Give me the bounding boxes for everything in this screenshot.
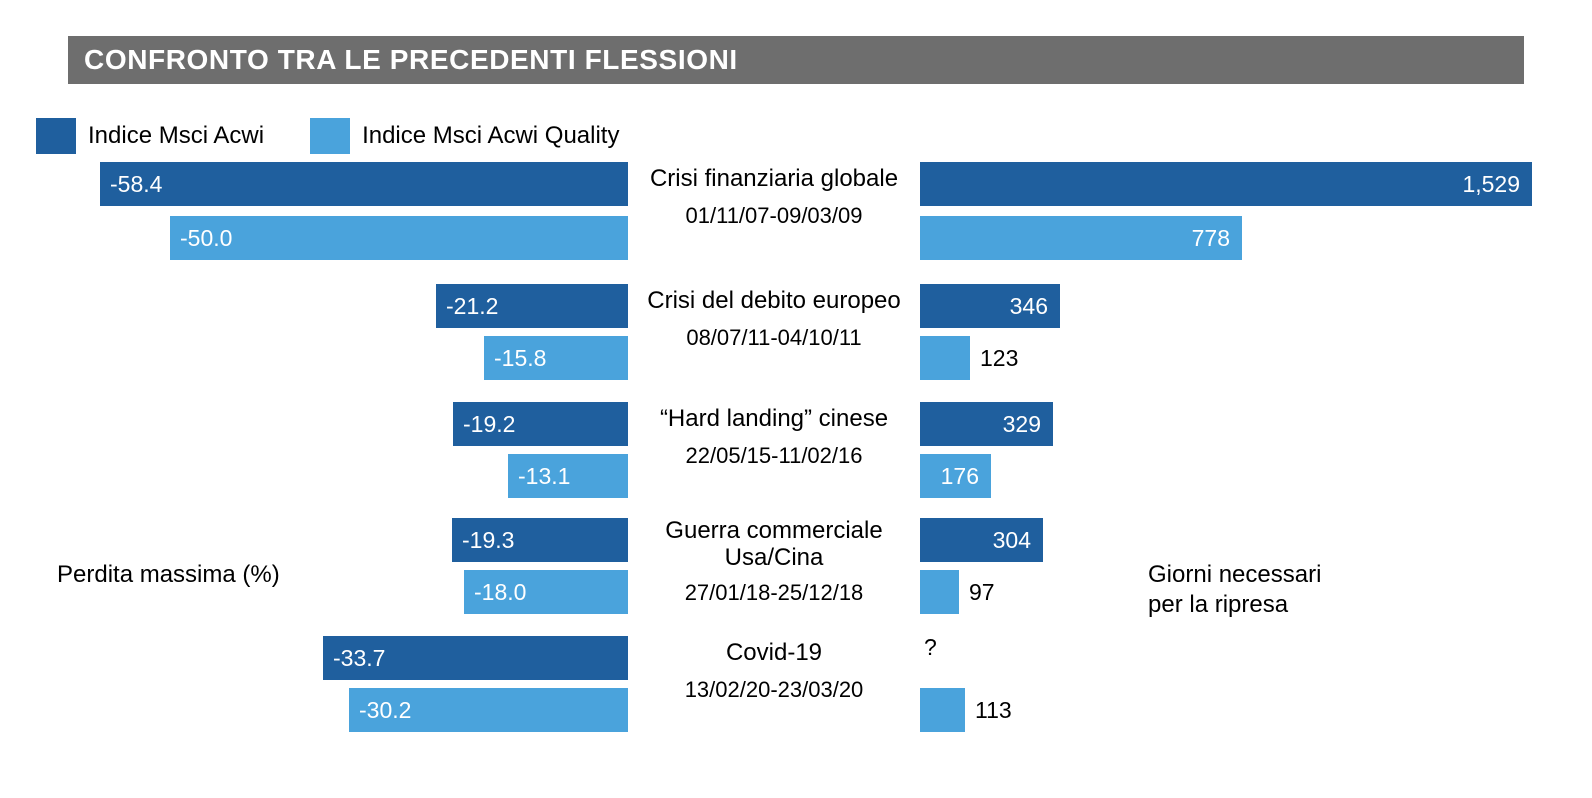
bar-loss-acwi-quality bbox=[349, 688, 628, 732]
bar-value-label: 123 bbox=[980, 344, 1019, 371]
category-name-line2: Usa/Cina bbox=[724, 543, 824, 571]
bar-value-label: 1,529 bbox=[1462, 170, 1520, 197]
category-label-block bbox=[628, 160, 920, 278]
legend-item-acwi bbox=[36, 118, 264, 154]
bar-value-label: -18.0 bbox=[474, 578, 527, 605]
category-period: 01/11/07-09/03/09 bbox=[685, 202, 863, 228]
chart-title-bar bbox=[68, 36, 1524, 84]
legend-label-acwi-quality: Indice Msci Acwi Quality bbox=[362, 122, 620, 149]
bar-value-label: -19.3 bbox=[462, 526, 515, 553]
chart-row bbox=[0, 160, 1592, 278]
bar-loss-acwi bbox=[323, 636, 628, 680]
legend-swatch-icon-acwi bbox=[36, 118, 76, 154]
recovery-panel bbox=[920, 634, 1592, 754]
bar-recovery-acwi bbox=[920, 162, 1532, 206]
bar-recovery-acwi bbox=[920, 402, 1053, 446]
category-period: 27/01/18-25/12/18 bbox=[684, 579, 864, 605]
category-name: Crisi del debito europeo bbox=[647, 287, 901, 314]
axis-caption-right-line2: per la ripresa bbox=[1148, 591, 1289, 618]
bar-value-label: -30.2 bbox=[359, 696, 412, 723]
category-period: 13/02/20-23/03/20 bbox=[684, 676, 864, 702]
bar-value-label-unknown: ? bbox=[924, 634, 937, 660]
bar-value-label: 304 bbox=[992, 526, 1031, 553]
chart-row bbox=[0, 634, 1592, 754]
bar-loss-acwi-quality bbox=[508, 454, 628, 498]
bar-value-label: 176 bbox=[940, 462, 979, 489]
bar-loss-acwi bbox=[436, 284, 628, 328]
legend-swatch-icon-acwi-quality bbox=[310, 118, 350, 154]
bar-value-label: -19.2 bbox=[463, 410, 516, 437]
axis-caption-left-text: Perdita massima (%) bbox=[57, 561, 280, 588]
bar-loss-acwi-quality bbox=[484, 336, 628, 380]
axis-caption-right-line1: Giorni necessari bbox=[1148, 561, 1322, 588]
chart-row bbox=[0, 516, 1592, 642]
bar-recovery-acwi-quality bbox=[920, 454, 991, 498]
category-label-block bbox=[628, 634, 920, 754]
loss-panel bbox=[0, 282, 628, 392]
category-period: 22/05/15-11/02/16 bbox=[685, 442, 863, 468]
page-title: CONFRONTO TRA LE PRECEDENTI FLESSIONI bbox=[84, 44, 738, 75]
bar-value-label: 329 bbox=[1002, 410, 1041, 437]
bar-recovery-acwi-quality bbox=[920, 336, 1019, 380]
bar-loss-acwi-quality bbox=[464, 570, 628, 614]
recovery-panel bbox=[920, 400, 1592, 510]
category-label-block bbox=[628, 282, 920, 392]
bar-recovery-acwi bbox=[920, 518, 1043, 562]
recovery-panel bbox=[920, 516, 1592, 642]
bar-recovery-acwi-quality bbox=[920, 570, 995, 614]
bar-value-label: -13.1 bbox=[518, 462, 571, 489]
category-label-block bbox=[628, 516, 920, 642]
bar-value-label: 778 bbox=[1191, 224, 1230, 251]
loss-panel bbox=[0, 634, 628, 754]
category-period: 08/07/11-04/10/11 bbox=[686, 324, 862, 350]
bar-loss-acwi-quality bbox=[170, 216, 628, 260]
bar-loss-acwi bbox=[100, 162, 628, 206]
bar-recovery-acwi-quality bbox=[920, 688, 1012, 732]
recovery-panel bbox=[920, 160, 1592, 278]
chart-plot-area bbox=[0, 160, 1592, 760]
bar-value-label: 346 bbox=[1009, 292, 1048, 319]
legend-label-acwi: Indice Msci Acwi bbox=[88, 122, 265, 149]
bar-recovery-acwi-quality bbox=[920, 216, 1242, 260]
bar-recovery-acwi bbox=[920, 284, 1060, 328]
bar-value-label: -33.7 bbox=[333, 644, 386, 671]
bar-value-label: 97 bbox=[969, 578, 995, 605]
category-label-block bbox=[628, 400, 920, 510]
bar-loss-acwi bbox=[453, 402, 628, 446]
chart-legend bbox=[36, 118, 619, 154]
bar-value-label: -21.2 bbox=[446, 292, 499, 319]
category-name: “Hard landing” cinese bbox=[659, 405, 889, 432]
category-name: Guerra commerciale bbox=[665, 517, 883, 544]
loss-panel bbox=[0, 160, 628, 278]
bar-value-label: -58.4 bbox=[110, 170, 163, 197]
loss-panel bbox=[0, 400, 628, 510]
bar-value-label: -50.0 bbox=[180, 224, 233, 251]
category-name: Crisi finanziaria globale bbox=[649, 165, 899, 192]
bar-value-label: -15.8 bbox=[494, 344, 547, 371]
loss-panel bbox=[0, 516, 628, 642]
bar-loss-acwi bbox=[452, 518, 628, 562]
category-name: Covid-19 bbox=[725, 639, 823, 666]
chart-row bbox=[0, 400, 1592, 510]
chart-row bbox=[0, 282, 1592, 392]
legend-item-acwi-quality bbox=[310, 118, 619, 154]
recovery-panel bbox=[920, 282, 1592, 392]
bar-value-label: 113 bbox=[975, 696, 1012, 723]
